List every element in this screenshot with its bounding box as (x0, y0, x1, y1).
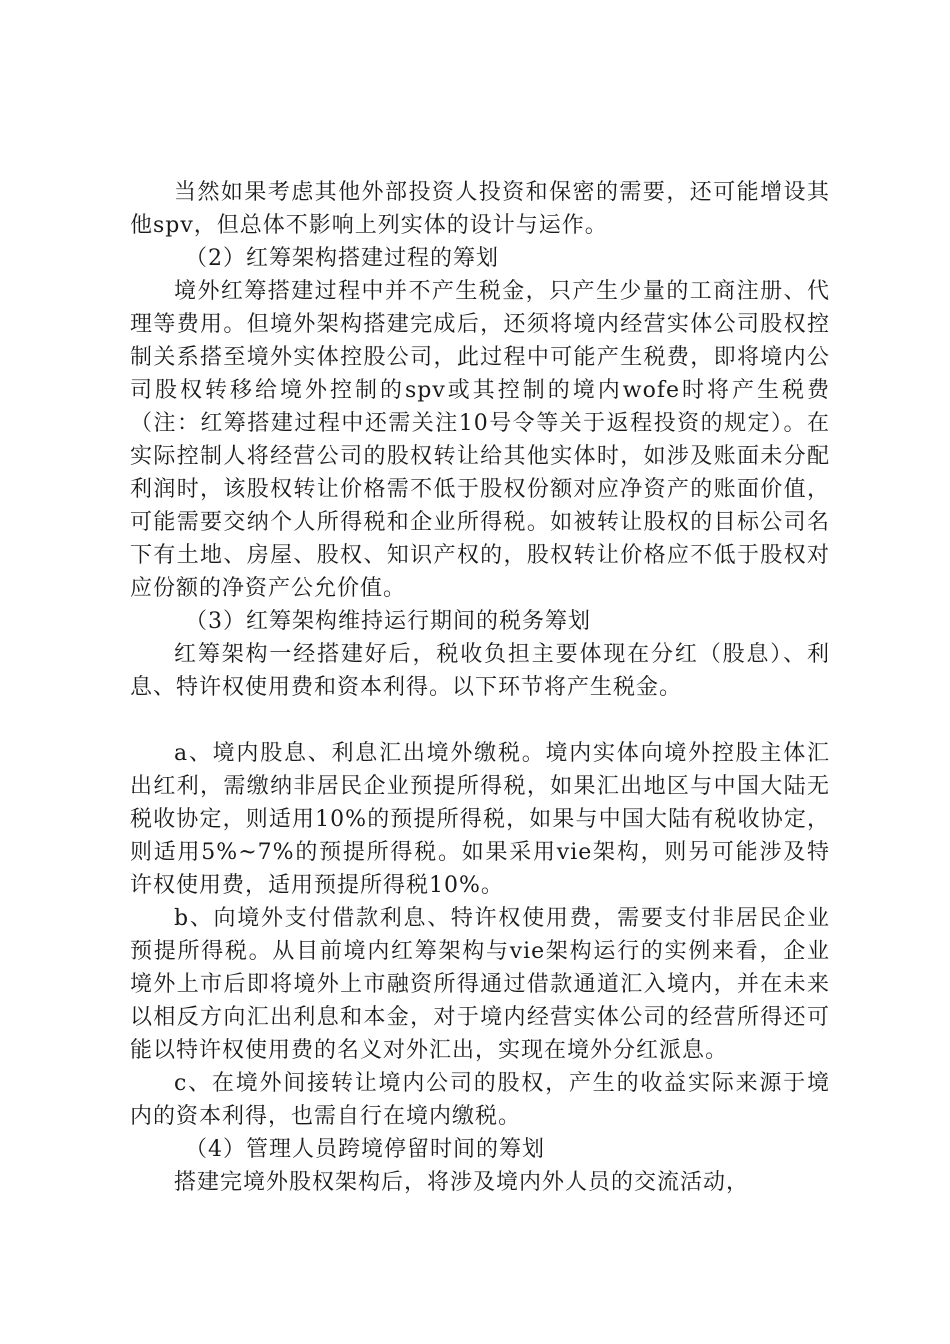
paragraph-cross-border: 搭建完境外股权架构后，将涉及境内外人员的交流活动， (174, 1170, 750, 1195)
document-body (130, 176, 830, 1199)
section-heading-4: （4）管理人员跨境停留时间的筹划 (185, 1137, 545, 1162)
blank-line (130, 704, 830, 737)
paragraph-item-b: b、向境外支付借款利息、特许权使用费，需要支付非居民企业预提所得税。从目前境内红筹架构与vie架构运行的实例来看，企业境外上市后即将境外上市融资所得通过借款通道汇入境内，并在未来以相反方向汇出利息和本金，对于境内经营实体公司的经营所得还可能以特许权使用费的名义对外汇出，实现在境外分红派息。 (130, 906, 830, 1063)
paragraph-tax-burden: 红筹架构一经搭建好后，税收负担主要体现在分红（股息）、利息、特许权使用费和资本利得。以下环节将产生税金。 (130, 642, 830, 700)
section-heading-2: （2）红筹架构搭建过程的筹划 (185, 246, 499, 271)
paragraph-spv-note: 当然如果考虑其他外部投资人投资和保密的需要，还可能增设其他spv，但总体不影响上列实体的设计与运作。 (130, 180, 830, 238)
paragraph-item-c: c、在境外间接转让境内公司的股权，产生的收益实际来源于境内的资本利得，也需自行在境内缴税。 (130, 1071, 830, 1129)
paragraph-setup-process: 境外红筹搭建过程中并不产生税金，只产生少量的工商注册、代理等费用。但境外架构搭建完成后，还须将境内经营实体公司股权控制关系搭至境外实体控股公司，此过程中可能产生税费，即将境内公司股权转移给境外控制的spv或其控制的境内wofe时将产生税费（注：红筹搭建过程中还需关注10号令等关于返程投资的规定）。在实际控制人将经营公司的股权转让给其他实体时，如涉及账面未分配利润时，该股权转让价格需不低于股权份额对应净资产的账面价值，可能需要交纳个人所得税和企业所得税。如被转让股权的目标公司名下有土地、房屋、股权、知识产权的，股权转让价格应不低于股权对应份额的净资产公允价值。 (130, 279, 830, 601)
paragraph-item-a: a、境内股息、利息汇出境外缴税。境内实体向境外控股主体汇出红利，需缴纳非居民企业预提所得税，如果汇出地区与中国大陆无税收协定，则适用10%的预提所得税，如果与中国大陆有税收协定，则适用5%~7%的预提所得税。如果采用vie架构，则另可能涉及特许权使用费，适用预提所得税10%。 (130, 741, 830, 898)
section-heading-3: （3）红筹架构维持运行期间的税务筹划 (185, 609, 591, 634)
